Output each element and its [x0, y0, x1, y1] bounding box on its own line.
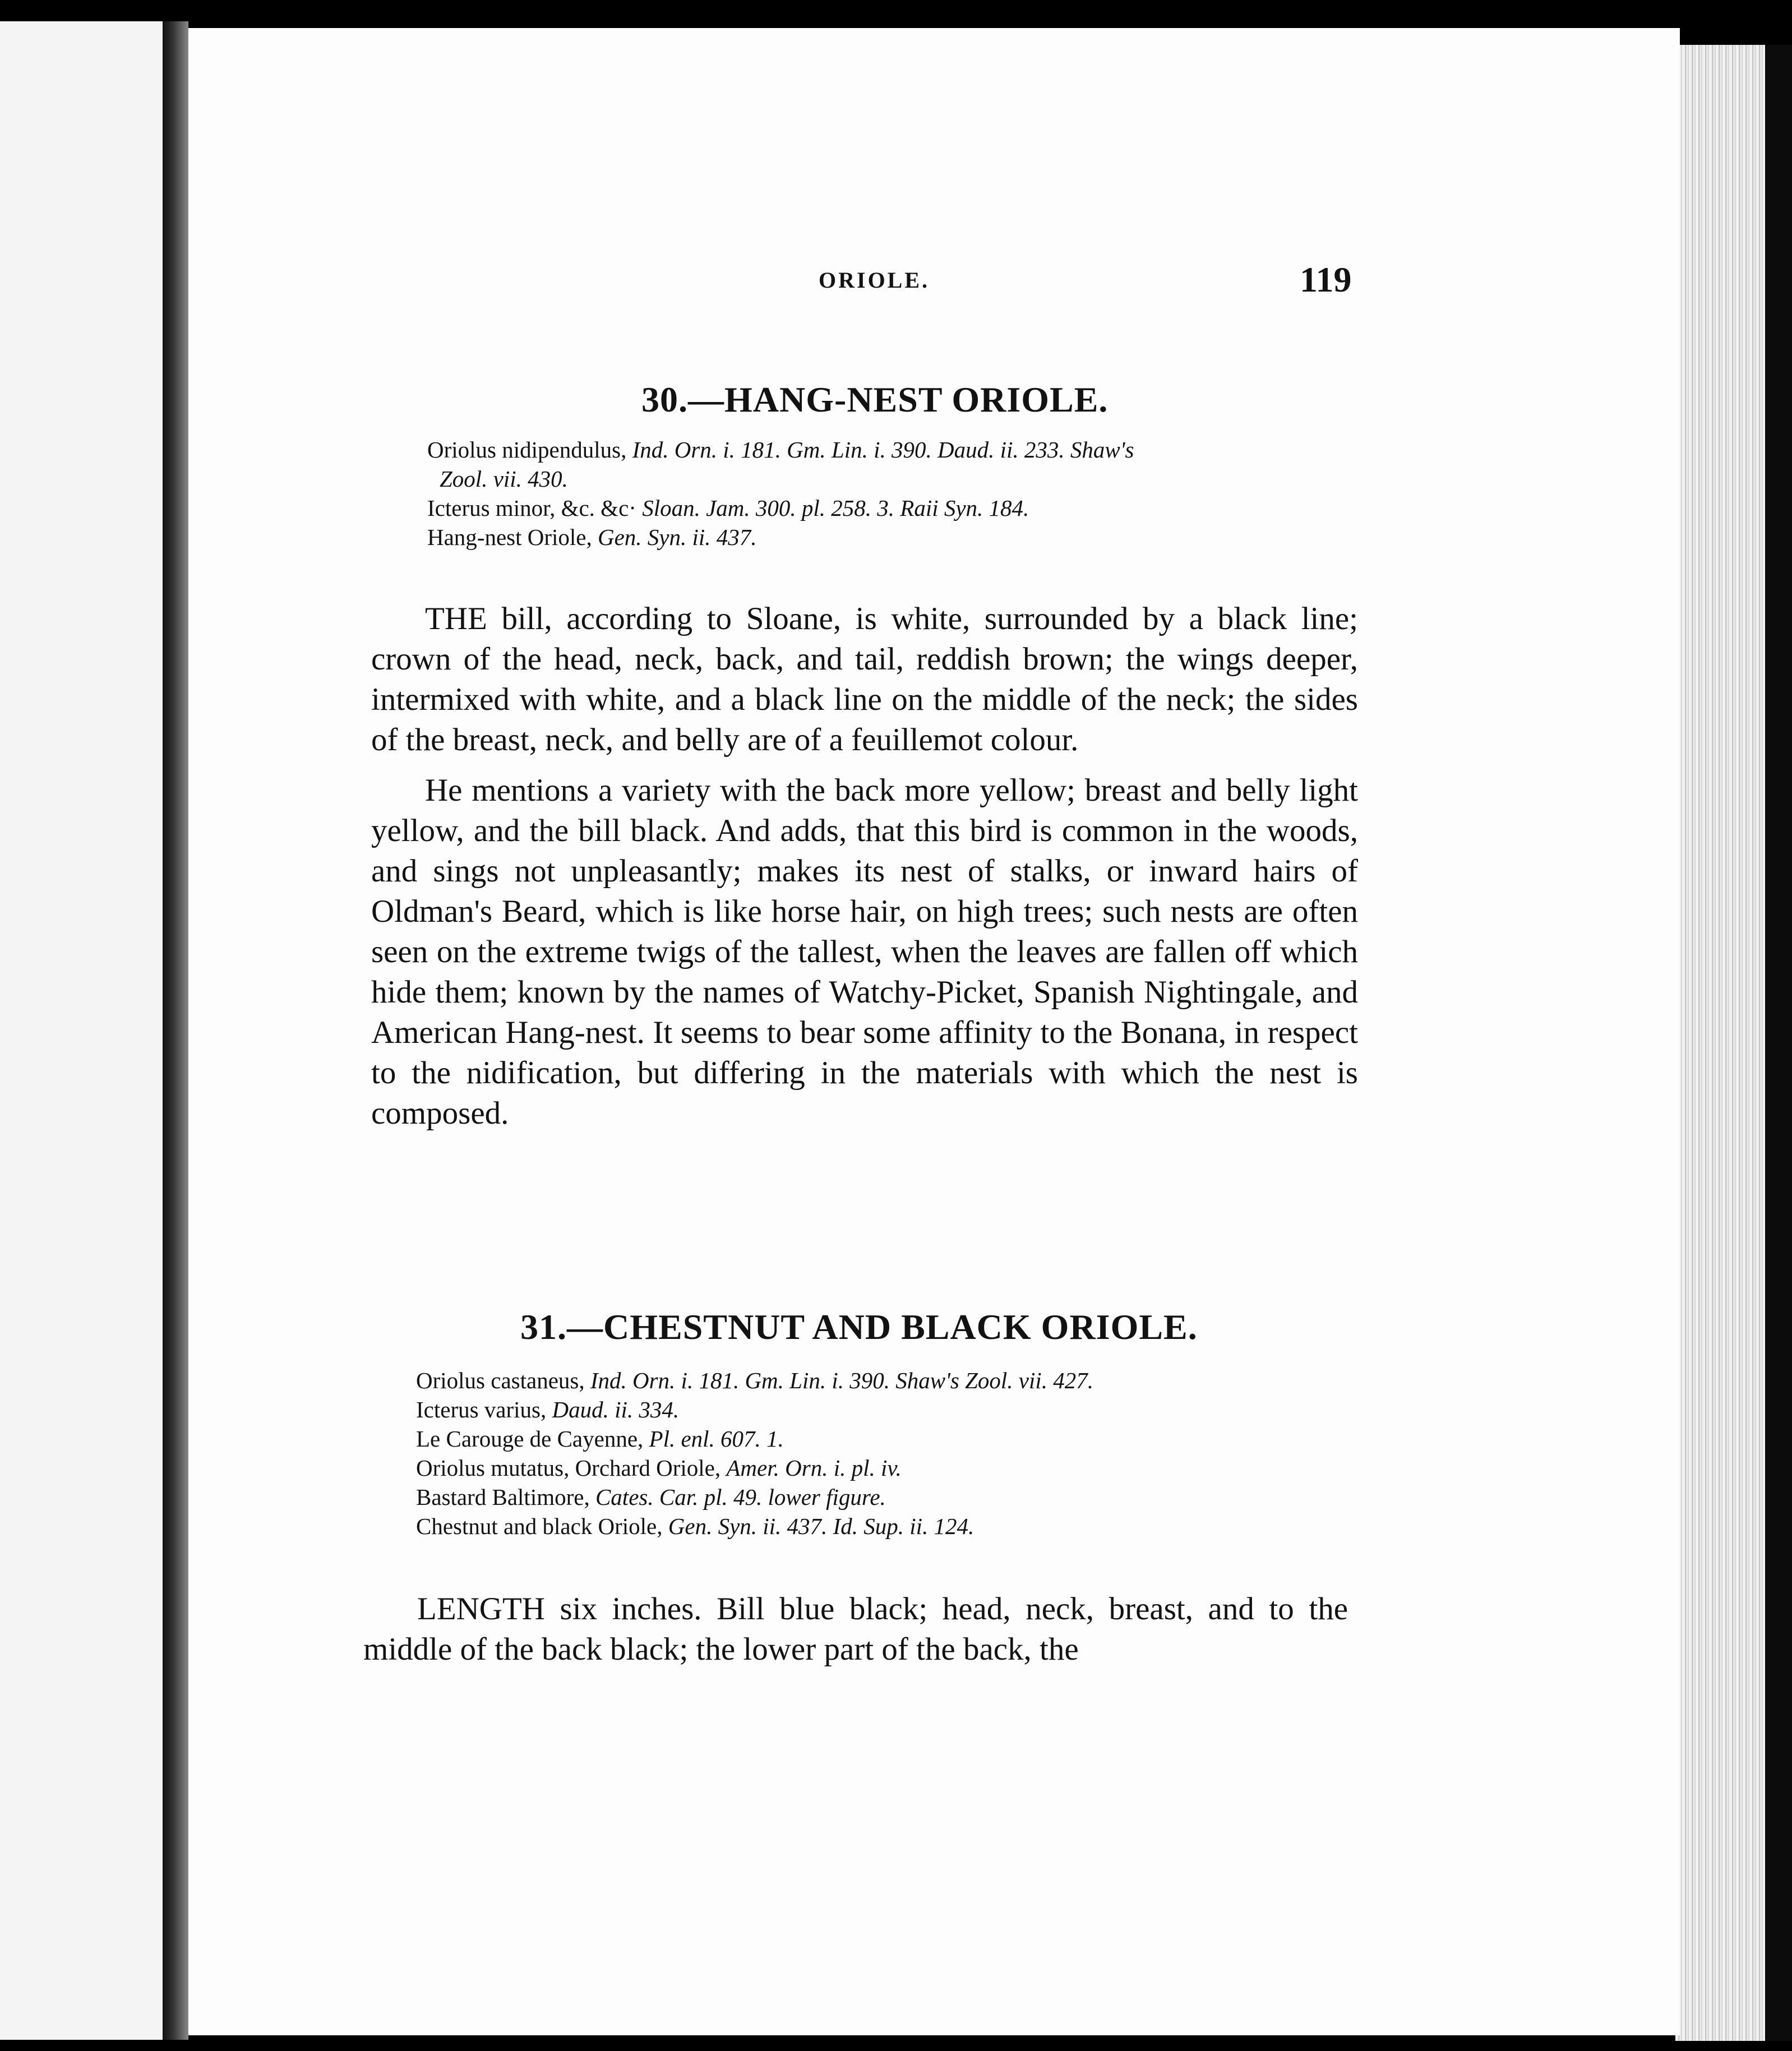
- synonym-name: Oriolus mutatus, Orchard Oriole,: [416, 1455, 721, 1481]
- synonym-reference: Amer. Orn. i. pl. iv.: [726, 1455, 902, 1481]
- species-description: [363, 1589, 1348, 1670]
- synonym-name: Oriolus nidipendulus,: [427, 437, 627, 463]
- synonym-line: [416, 1366, 1093, 1395]
- synonym-reference: Zool. vii. 430.: [440, 466, 568, 492]
- page-number: 119: [1300, 260, 1352, 299]
- synonym-name: Icterus minor, &c. &c·: [427, 495, 636, 521]
- synonym-line: [416, 1512, 1093, 1541]
- synonym-line: [427, 523, 1134, 552]
- synonym-reference: Ind. Orn. i. 181. Gm. Lin. i. 390. Shaw's Zool. vii. 427.: [590, 1368, 1093, 1393]
- synonym-reference: Daud. ii. 334.: [552, 1397, 680, 1422]
- synonym-name: Chestnut and black Oriole,: [416, 1513, 663, 1539]
- synonym-line: [416, 1424, 1093, 1453]
- synonym-reference: Gen. Syn. ii. 437.: [598, 524, 757, 550]
- synonym-line: [416, 1482, 1093, 1512]
- description-paragraph: He mentions a variety with the back more yellow; breast and belly light yellow, and the bill black. And adds, that this bird is common in the woods, and sings not unpleasantly; makes its nest of stalks, or inward hairs of Oldman's Beard, which is like horse hair, on high trees; such nests are often seen on the extreme twigs of the tallest, when the leaves are fallen off which hide them; known by the names of Watchy-Picket, Spanish Nightingale, and American Hang-nest. It seems to bear some affinity to the Bonana, in respect to the nidification, but differing in the materials with which the nest is composed.: [371, 773, 1358, 1131]
- synonym-reference: Ind. Orn. i. 181. Gm. Lin. i. 390. Daud. ii. 233. Shaw's: [632, 437, 1134, 463]
- synonym-name: Bastard Baltimore,: [416, 1484, 590, 1510]
- synonymy-list: [427, 435, 1134, 552]
- species-description: [371, 599, 1358, 1134]
- synonym-name: Icterus varius,: [416, 1397, 547, 1422]
- synonym-line: [416, 1395, 1093, 1424]
- synonym-reference: Gen. Syn. ii. 437. Id. Sup. ii. 124.: [668, 1513, 974, 1539]
- synonym-line: [427, 464, 1134, 493]
- scan-border: [1765, 45, 1792, 2041]
- synonym-name: Hang-nest Oriole,: [427, 524, 592, 550]
- synonym-name: Le Carouge de Cayenne,: [416, 1426, 644, 1452]
- synonym-line: [416, 1453, 1093, 1482]
- description-paragraph: LENGTH six inches. Bill blue black; head, neck, breast, and to the middle of the back black; the lower part of the back, the: [363, 1591, 1348, 1667]
- synonymy-list: [416, 1366, 1093, 1541]
- synonym-name: Oriolus castaneus,: [416, 1368, 585, 1393]
- synonym-line: [427, 435, 1134, 464]
- synonym-reference: Sloan. Jam. 300. pl. 258. 3. Raii Syn. 184.: [642, 495, 1029, 521]
- synonym-reference: Cates. Car. pl. 49. lower figure.: [595, 1484, 886, 1510]
- book-gutter: [163, 21, 188, 2040]
- species-heading: 31.—CHESTNUT AND BLACK ORIOLE.: [520, 1307, 1198, 1347]
- species-heading: 30.—HANG-NEST ORIOLE.: [641, 380, 1109, 419]
- description-paragraph: THE bill, according to Sloane, is white, surrounded by a black line; crown of the head, neck, back, and tail, reddish brown; the wings deeper, intermixed with white, and a black line on the middle of the neck; the sides of the breast, neck, and belly are of a feuillemot colour.: [371, 601, 1358, 757]
- facing-page-edge: [0, 21, 163, 2040]
- running-head: ORIOLE.: [819, 267, 930, 293]
- synonym-reference: Pl. enl. 607. 1.: [649, 1426, 784, 1452]
- synonym-line: [427, 493, 1134, 523]
- page-edges: [1675, 45, 1765, 2041]
